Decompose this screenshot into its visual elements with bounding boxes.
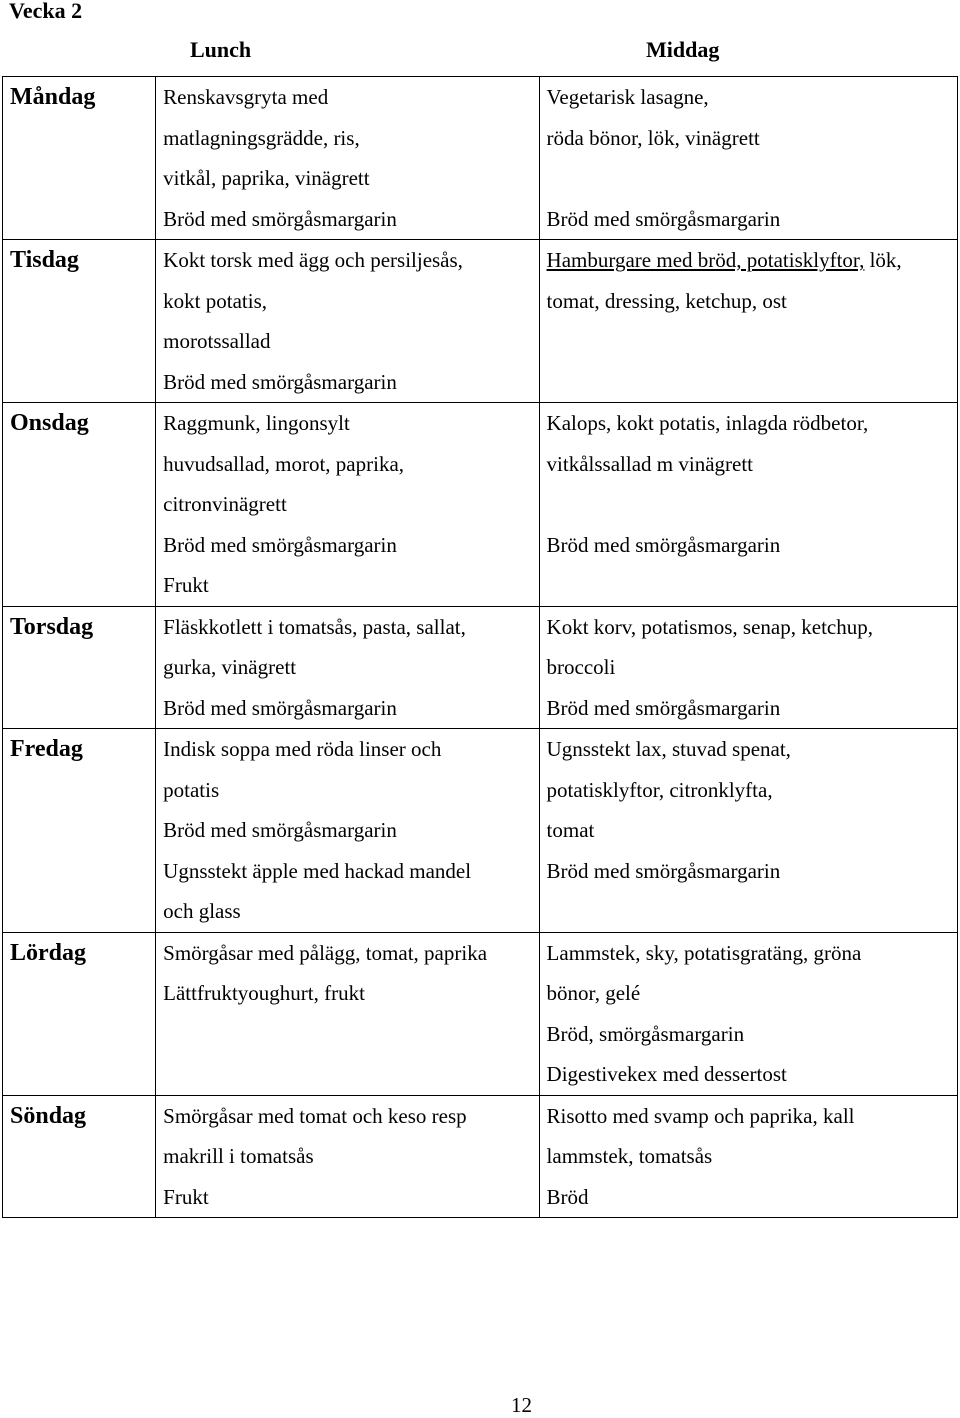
lunch-line: Smörgåsar med pålägg, tomat, paprika: [163, 940, 488, 965]
dinner-cell: [539, 606, 957, 729]
lunch-line: potatis: [163, 777, 220, 802]
table-row-sondag: [3, 1095, 958, 1218]
dinner-line: vitkålssallad m vinägrett: [546, 451, 753, 476]
dinner-line: lammstek, tomatsås: [546, 1144, 713, 1168]
lunch-line: kokt potatis,: [163, 288, 267, 313]
lunch-line: Bröd med smörgåsmargarin: [163, 532, 397, 557]
table-row-lordag: [3, 932, 958, 1095]
lunch-line: Indisk soppa med röda linser och: [163, 737, 442, 761]
lunch-line: vitkål, paprika, vinägrett: [163, 166, 370, 190]
dinner-cell: [539, 932, 957, 1095]
day-cell: [3, 77, 156, 240]
dinner-line: tomat, dressing, ketchup, ost: [546, 288, 787, 313]
page-number: 12: [511, 1393, 532, 1417]
dinner-line: Bröd med smörgåsmargarin: [546, 858, 781, 883]
lunch-line: Bröd med smörgåsmargarin: [163, 206, 397, 231]
dinner-line: Bröd med smörgåsmargarin: [546, 695, 781, 720]
day-label: Torsdag: [10, 613, 94, 640]
dinner-line: Kalops, kokt potatis, inlagda rödbetor,: [546, 411, 869, 435]
dinner-column-header: Middag: [646, 37, 720, 62]
week-title: Vecka 2: [9, 0, 83, 23]
table-row-fredag: [3, 729, 958, 933]
lunch-line: gurka, vinägrett: [163, 655, 297, 679]
weekly-menu-table: [2, 76, 958, 1218]
lunch-line: Ugnsstekt äpple med hackad mandel: [163, 858, 472, 883]
blank-line: [540, 362, 957, 403]
dinner-line: Bröd, smörgåsmargarin: [546, 1021, 745, 1046]
lunch-line: Kokt torsk med ägg och persiljesås,: [163, 248, 463, 272]
lunch-column-header: Lunch: [190, 37, 252, 62]
dinner-line: broccoli: [546, 655, 616, 679]
lunch-line: morotssallad: [163, 329, 271, 353]
day-cell: [3, 1095, 156, 1218]
dinner-text: lök,: [864, 248, 902, 272]
underlined-text: Hamburgare med bröd, potatisklyftor,: [546, 248, 865, 272]
dinner-line: Lammstek, sky, potatisgratäng, gröna: [546, 940, 862, 965]
lunch-line: Renskavsgryta med: [163, 85, 329, 109]
dinner-line: Bröd med smörgåsmargarin: [546, 206, 781, 231]
day-label: Lördag: [10, 939, 87, 966]
dinner-line: tomat: [546, 818, 595, 842]
day-label: Söndag: [10, 1102, 87, 1129]
day-cell: [3, 729, 156, 933]
lunch-cell: [156, 606, 539, 729]
dinner-line: Bröd: [546, 1184, 589, 1209]
day-cell: [3, 606, 156, 729]
day-label: Onsdag: [10, 410, 89, 436]
lunch-line: Bröd med smörgåsmargarin: [163, 818, 397, 842]
lunch-cell: [156, 729, 539, 933]
lunch-line: Bröd med smörgåsmargarin: [163, 369, 397, 394]
lunch-line: Frukt: [163, 573, 209, 597]
dinner-cell: [539, 729, 957, 933]
dinner-line: [540, 240, 957, 281]
table-row-torsdag: [3, 606, 958, 729]
blank-line: [540, 158, 957, 199]
dinner-cell: [539, 77, 957, 240]
day-label: Måndag: [10, 84, 96, 110]
lunch-line: Fläskkotlett i tomatsås, pasta, sallat,: [163, 614, 466, 639]
dinner-line: Vegetarisk lasagne,: [546, 85, 709, 109]
lunch-line: och glass: [163, 899, 241, 923]
lunch-line: Bröd med smörgåsmargarin: [163, 695, 397, 720]
dinner-cell: [539, 403, 957, 607]
lunch-line: Smörgåsar med tomat och keso resp: [163, 1103, 467, 1128]
table-row-tisdag: [3, 240, 958, 403]
lunch-cell: [156, 403, 539, 607]
lunch-line: makrill i tomatsås: [163, 1144, 314, 1168]
table-row-onsdag: [3, 403, 958, 607]
lunch-cell: [156, 240, 539, 403]
blank-line: [540, 321, 957, 362]
day-cell: [3, 932, 156, 1095]
dinner-line: Digestivekex med dessertost: [546, 1062, 787, 1086]
dinner-line: Bröd med smörgåsmargarin: [546, 532, 781, 557]
day-cell: [3, 403, 156, 607]
lunch-line: huvudsallad, morot, paprika,: [163, 451, 405, 476]
dinner-line: Kokt korv, potatismos, senap, ketchup,: [546, 614, 873, 639]
dinner-cell: [539, 1095, 957, 1218]
day-cell: [3, 240, 156, 403]
lunch-cell: [156, 932, 539, 1095]
lunch-cell: [156, 77, 539, 240]
dinner-line: Ugnsstekt lax, stuvad spenat,: [546, 737, 791, 761]
day-label: Fredag: [10, 736, 83, 762]
dinner-line: potatisklyftor, citronklyfta,: [546, 777, 773, 802]
lunch-cell: [156, 1095, 539, 1218]
lunch-line: citronvinägrett: [163, 492, 287, 516]
dinner-line: bönor, gelé: [546, 981, 641, 1005]
lunch-line: Lättfruktyoughurt, frukt: [163, 981, 365, 1005]
day-label: Tisdag: [10, 247, 79, 273]
dinner-cell: [539, 240, 957, 403]
lunch-line: Frukt: [163, 1184, 209, 1209]
dinner-line: Risotto med svamp och paprika, kall: [546, 1103, 855, 1128]
lunch-line: matlagningsgrädde, ris,: [163, 125, 360, 150]
table-row-mandag: [3, 77, 958, 240]
lunch-line: Raggmunk, lingonsylt: [163, 411, 350, 435]
blank-line: [540, 484, 957, 525]
dinner-line: röda bönor, lök, vinägrett: [546, 125, 760, 150]
